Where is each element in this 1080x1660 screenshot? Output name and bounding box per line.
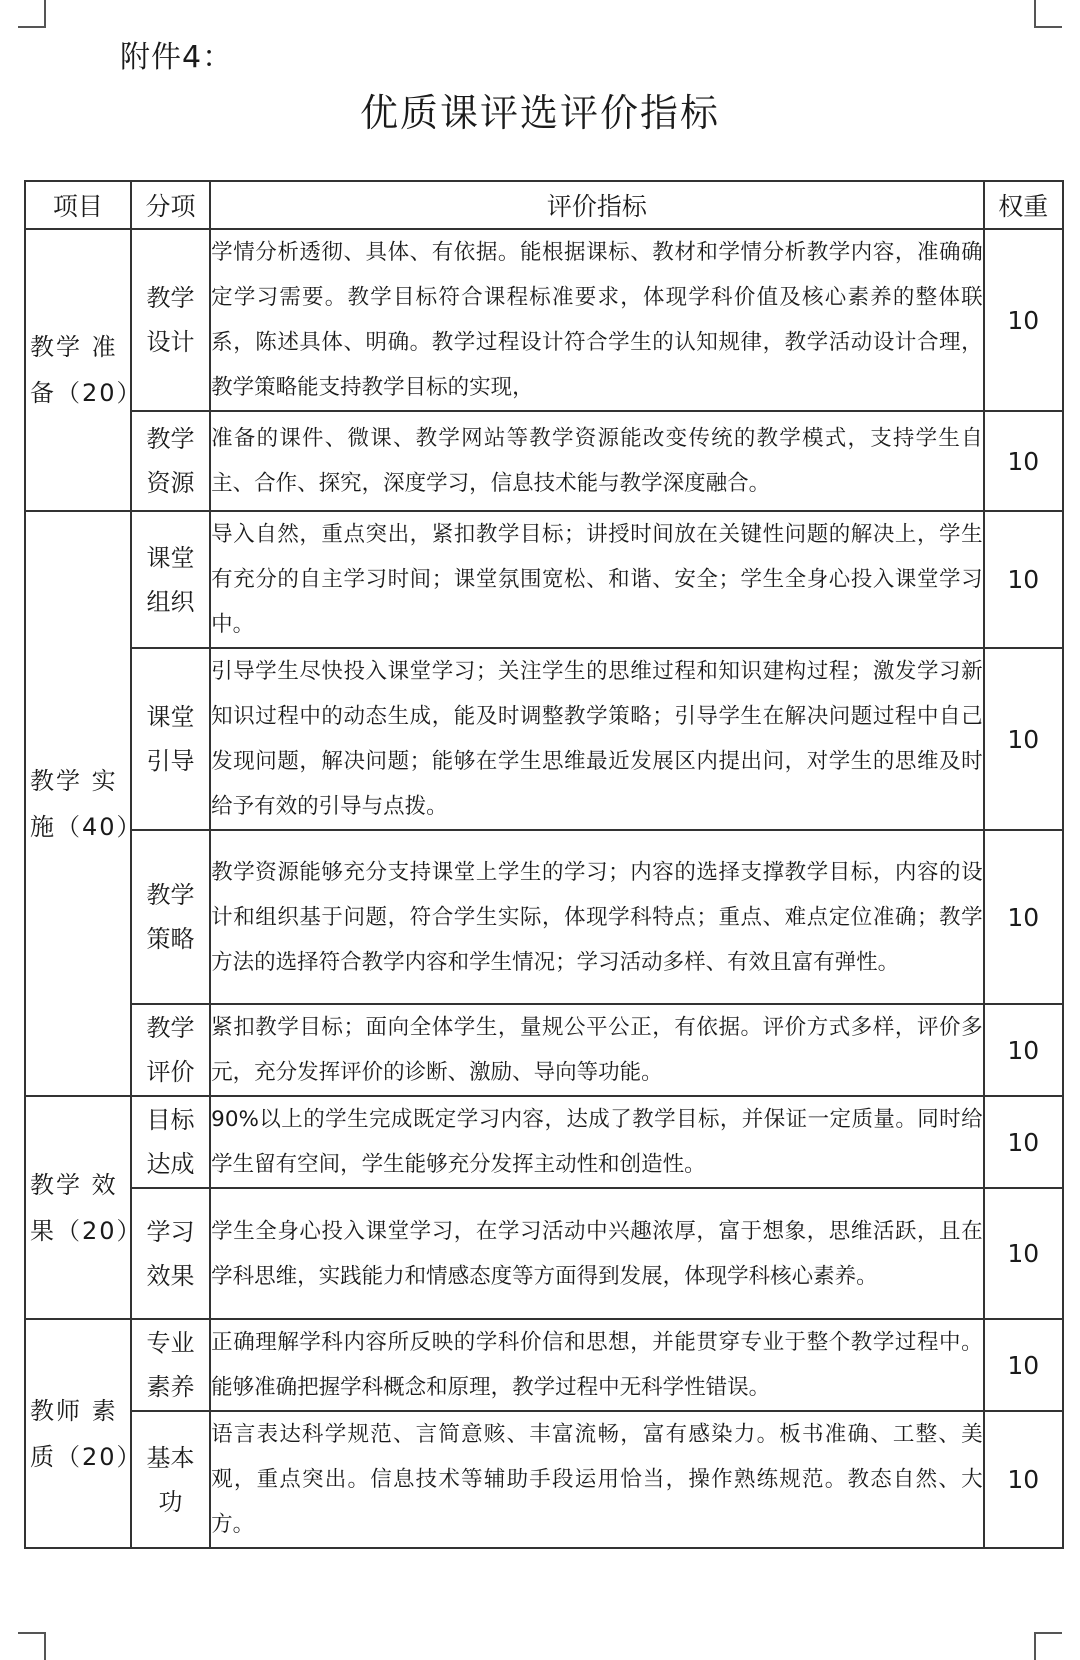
table-header-row [25,181,1063,229]
weight-cell: 10 [984,1096,1063,1188]
weight-cell: 10 [984,1411,1063,1548]
sub-item-cell: 学习效果 [131,1188,210,1319]
sub-item-cell: 教学评价 [131,1004,210,1096]
sub-item-cell: 教学资源 [131,411,210,511]
table-row [25,1411,1063,1548]
criteria-table [24,180,1064,1549]
crop-mark-bottom-left [18,1632,46,1660]
criteria-cell: 教学资源能够充分支持课堂上学生的学习；内容的选择支撑教学目标，内容的设计和组织基于问题，符合学生实际，体现学科特点；重点、难点定位准确；教学方法的选择符合教学内容和学生情况；学习活动多样、有效且富有弹性。 [210,830,983,1004]
group-cell-teaching-preparation: 教学 准备（20） [25,229,131,511]
table-row [25,411,1063,511]
column-header-criteria: 评价指标 [210,181,983,229]
table-row [25,1319,1063,1411]
sub-item-cell: 教学策略 [131,830,210,1004]
weight-cell: 10 [984,229,1063,411]
criteria-cell: 语言表达科学规范、言简意赅、丰富流畅，富有感染力。板书准确、工整、美观，重点突出。信息技术等辅助手段运用恰当，操作熟练规范。教态自然、大方。 [210,1411,983,1548]
criteria-cell: 学生全身心投入课堂学习，在学习活动中兴趣浓厚，富于想象，思维活跃，且在学科思维，实践能力和情感态度等方面得到发展，体现学科核心素养。 [210,1188,983,1319]
attachment-label: 附件4： [120,40,234,75]
group-cell-teaching-implementation: 教学 实施（40） [25,511,131,1096]
table-row [25,1096,1063,1188]
criteria-cell: 90%以上的学生完成既定学习内容，达成了教学目标，并保证一定质量。同时给学生留有空间，学生能够充分发挥主动性和创造性。 [210,1096,983,1188]
table-row [25,648,1063,830]
sub-item-cell: 课堂组织 [131,511,210,648]
table-row [25,229,1063,411]
column-header-weight: 权重 [984,181,1063,229]
table-row [25,830,1063,1004]
table-row [25,1188,1063,1319]
weight-cell: 10 [984,1188,1063,1319]
weight-cell: 10 [984,1319,1063,1411]
table-row [25,1004,1063,1096]
criteria-cell: 学情分析透彻、具体、有依据。能根据课标、教材和学情分析教学内容，准确确定学习需要。教学目标符合课程标准要求，体现学科价值及核心素养的整体联系，陈述具体、明确。教学过程设计符合学生的认知规律，教学活动设计合理，教学策略能支持教学目标的实现， [210,229,983,411]
table-row [25,511,1063,648]
crop-mark-top-left [18,0,46,28]
sub-item-cell: 课堂引导 [131,648,210,830]
page-title: 优质课评选评价指标 [359,91,720,135]
weight-cell: 10 [984,648,1063,830]
weight-cell: 10 [984,511,1063,648]
criteria-cell: 引导学生尽快投入课堂学习；关注学生的思维过程和知识建构过程；激发学习新知识过程中的动态生成，能及时调整教学策略；引导学生在解决问题过程中自己发现问题，解决问题；能够在学生思维最近发展区内提出问，对学生的思维及时给予有效的引导与点拨。 [210,648,983,830]
group-cell-teaching-effect: 教学 效果（20） [25,1096,131,1319]
weight-cell: 10 [984,830,1063,1004]
weight-cell: 10 [984,411,1063,511]
crop-mark-bottom-right [1034,1632,1062,1660]
weight-cell: 10 [984,1004,1063,1096]
criteria-cell: 准备的课件、微课、教学网站等教学资源能改变传统的教学模式，支持学生自主、合作、探究，深度学习，信息技术能与教学深度融合。 [210,411,983,511]
criteria-cell: 紧扣教学目标；面向全体学生，量规公平公正，有依据。评价方式多样，评价多元，充分发挥评价的诊断、激励、导向等功能。 [210,1004,983,1096]
column-header-sub-item: 分项 [131,181,210,229]
crop-mark-top-right [1034,0,1062,28]
sub-item-cell: 目标达成 [131,1096,210,1188]
sub-item-cell: 基本功 [131,1411,210,1548]
sub-item-cell: 专业素养 [131,1319,210,1411]
sub-item-cell: 教学设计 [131,229,210,411]
column-header-item: 项目 [25,181,131,229]
group-cell-teacher-quality: 教师 素质（20） [25,1319,131,1548]
criteria-cell: 正确理解学科内容所反映的学科价信和思想，并能贯穿专业于整个教学过程中。能够准确把握学科概念和原理，教学过程中无科学性错误。 [210,1319,983,1411]
criteria-cell: 导入自然，重点突出，紧扣教学目标；讲授时间放在关键性问题的解决上，学生有充分的自主学习时间；课堂氛围宽松、和谐、安全；学生全身心投入课堂学习中。 [210,511,983,648]
